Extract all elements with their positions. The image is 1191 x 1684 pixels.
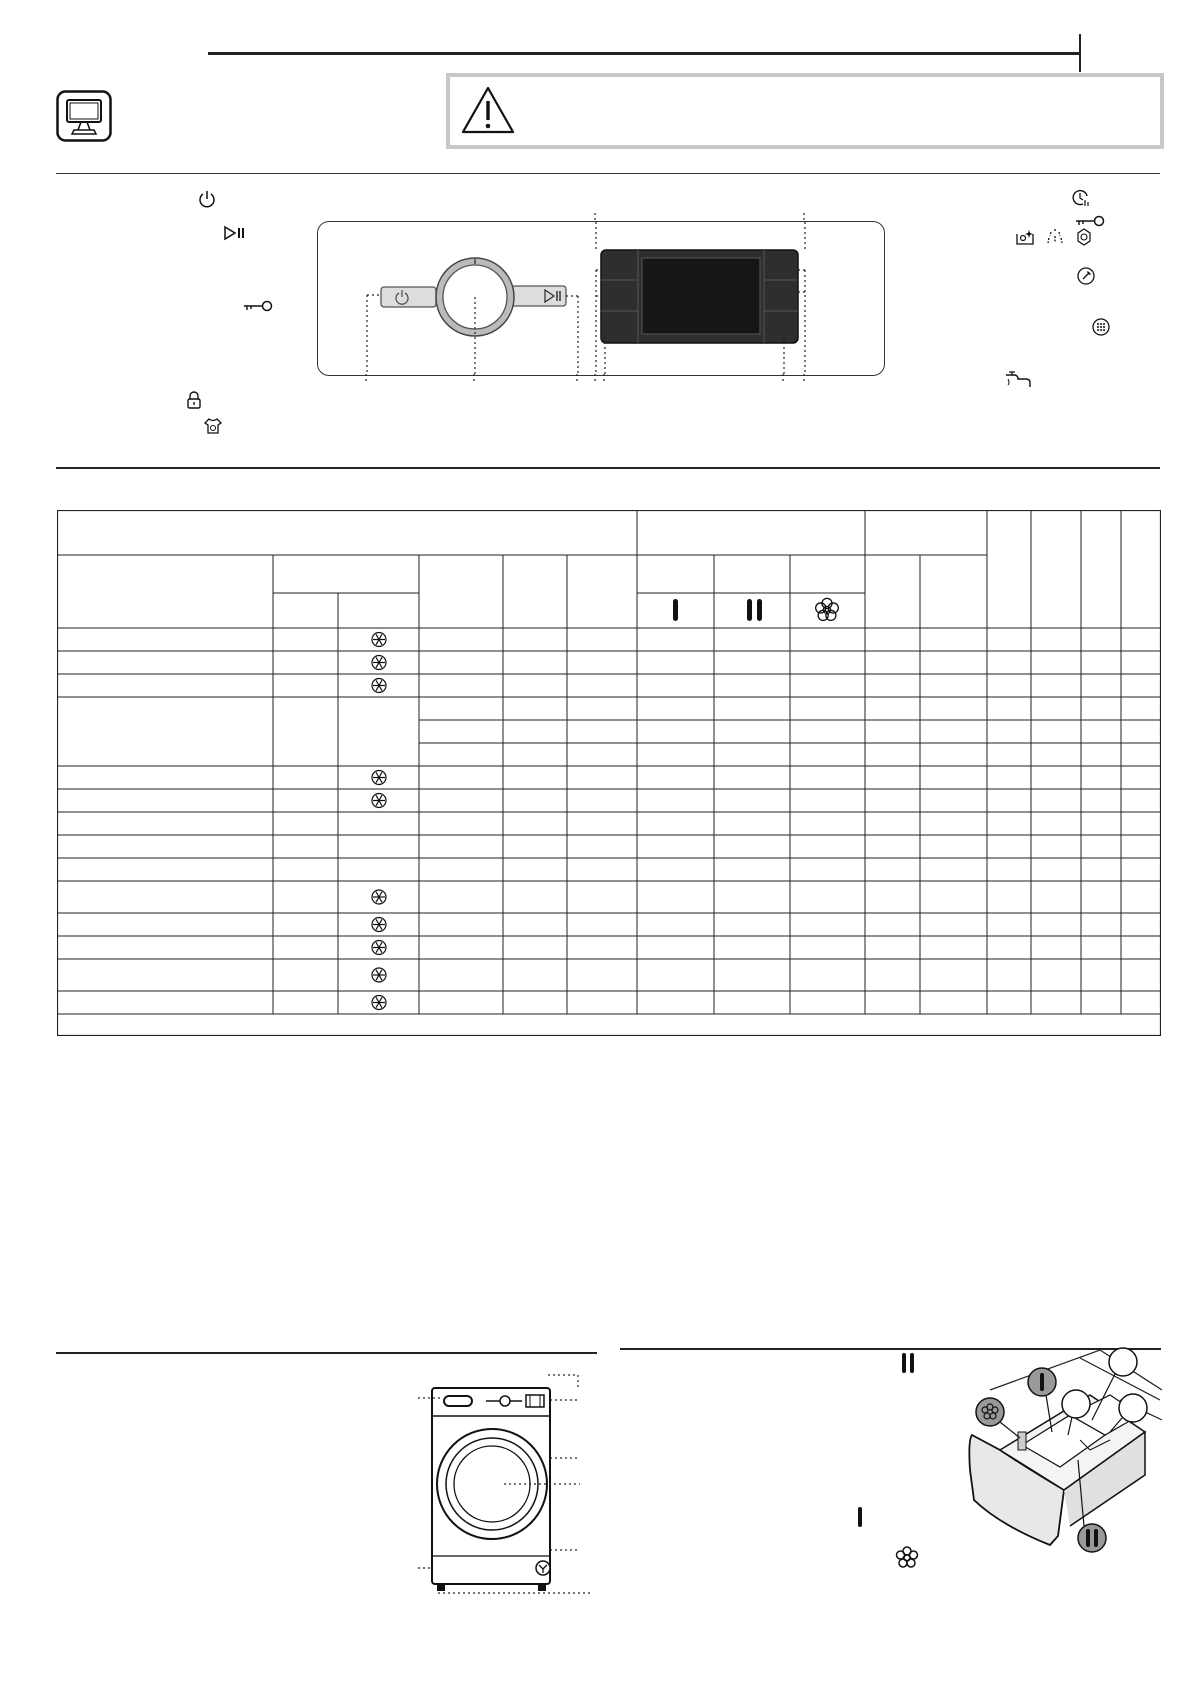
rinse-tap-icon xyxy=(1004,369,1034,389)
monitor-icon xyxy=(56,90,112,142)
washing-machine-diagram xyxy=(418,1370,590,1594)
table-border xyxy=(58,511,1161,1036)
top-rule xyxy=(208,52,1080,55)
warning-triangle-icon xyxy=(460,85,516,140)
compartment-1-icon xyxy=(856,1505,864,1529)
programme-table xyxy=(57,510,1161,1036)
cold-wash-icon xyxy=(372,656,386,670)
cold-wash-icon xyxy=(372,679,386,693)
softener-flower-icon xyxy=(894,1545,920,1571)
compartment-1-icon xyxy=(673,599,678,621)
compartment-2-icon xyxy=(900,1351,916,1375)
cold-wash-icon xyxy=(372,771,386,785)
power-icon xyxy=(197,189,217,209)
top-rule-end xyxy=(1079,34,1081,72)
section-rule-3 xyxy=(56,1352,597,1354)
section-rule-1 xyxy=(56,173,1160,174)
compartment-2-icon xyxy=(757,599,762,621)
delay-timer-icon xyxy=(1071,188,1091,208)
compartment-2-icon xyxy=(747,599,752,621)
start-pause-icon xyxy=(223,225,249,241)
softener-flower-icon xyxy=(816,598,839,620)
key-lock-icon-right xyxy=(1075,214,1105,228)
cold-wash-icon xyxy=(372,941,386,955)
grid-dots-icon xyxy=(1091,317,1111,337)
cold-wash-icon xyxy=(372,968,386,982)
cold-wash-icon xyxy=(372,918,386,932)
section-rule-2 xyxy=(56,467,1160,469)
cold-wash-icon xyxy=(372,633,386,647)
garment-care-icon xyxy=(203,416,223,436)
warning-box xyxy=(446,73,1164,149)
function-icon xyxy=(1076,266,1096,286)
key-lock-icon xyxy=(243,299,273,313)
detergent-dispenser-diagram xyxy=(960,1340,1162,1560)
cold-wash-icon xyxy=(372,890,386,904)
control-panel-diagram xyxy=(317,221,885,376)
spin-icon xyxy=(1046,228,1064,246)
stain-options-icon xyxy=(1015,228,1035,246)
padlock-icon xyxy=(186,391,202,409)
cold-wash-icon xyxy=(372,996,386,1010)
cold-wash-icon xyxy=(372,794,386,808)
temperature-icon xyxy=(1076,228,1092,246)
